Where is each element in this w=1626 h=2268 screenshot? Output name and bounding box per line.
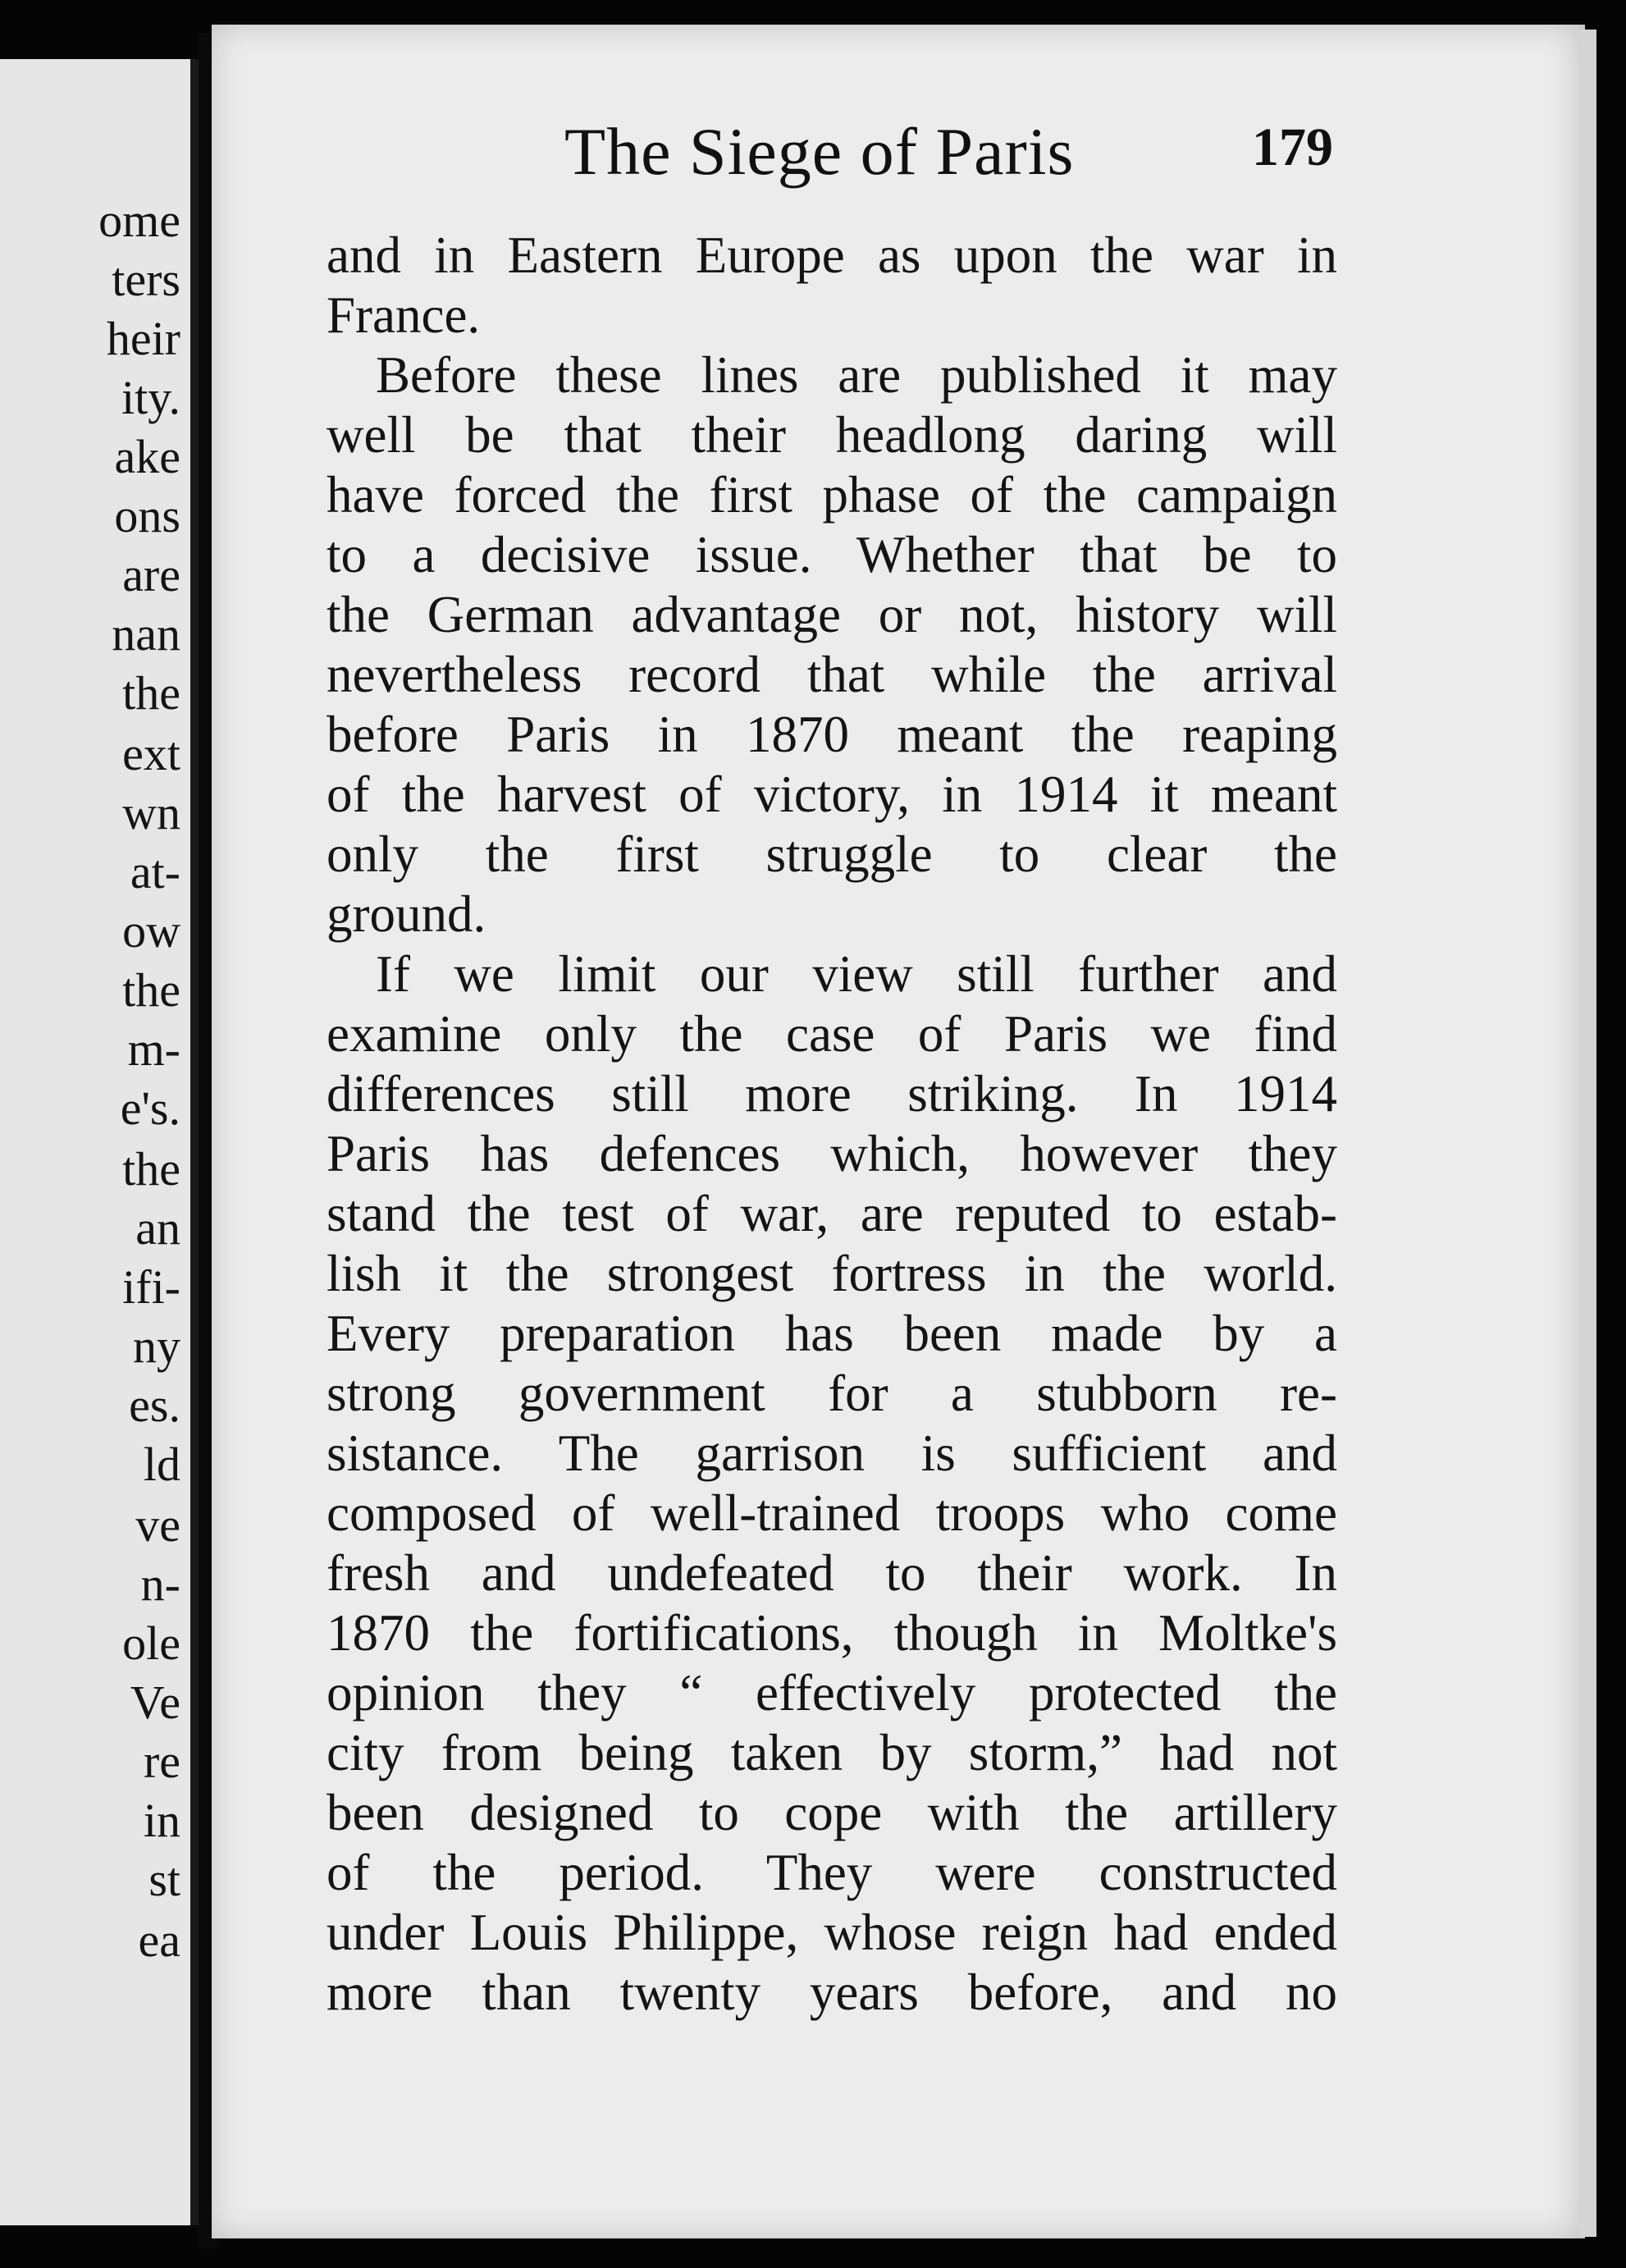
text-line: more than twenty years before, and no [327, 1964, 1337, 2021]
left-page-line: heir [106, 312, 180, 365]
text-line: been designed to cope with the artillery [327, 1784, 1337, 1841]
text-line: Before these lines are published it may [376, 346, 1337, 404]
text-line: ground. [327, 885, 486, 943]
left-page-line: n- [140, 1557, 180, 1611]
left-page-line: es. [129, 1379, 180, 1432]
previous-page-fragment [0, 59, 199, 2225]
text-line: Paris has defences which, however they [327, 1125, 1337, 1182]
text-line: France. [327, 286, 481, 344]
left-page-line: ake [114, 430, 180, 483]
text-line: fresh and undefeated to their work. In [327, 1544, 1337, 1602]
left-page-line: the [122, 1142, 180, 1196]
left-page-line: wn [122, 786, 180, 839]
left-page-line: an [135, 1201, 180, 1255]
text-line: of the period. They were constructed [327, 1844, 1337, 1901]
text-line: under Louis Philippe, whose reign had ended [327, 1904, 1337, 1961]
left-page-line: ve [135, 1498, 180, 1552]
left-page-line: the [122, 963, 180, 1017]
text-line: nevertheless record that while the arrival [327, 646, 1337, 703]
left-page-line: ow [122, 904, 180, 958]
text-line: composed of well-trained troops who come [327, 1484, 1337, 1542]
left-page-line: in [143, 1794, 180, 1847]
page-edge [1578, 30, 1596, 2237]
left-page-line: st [148, 1853, 180, 1906]
page-number: 179 [1252, 117, 1333, 177]
left-page-line: ole [122, 1616, 180, 1670]
left-page-line: ny [133, 1319, 180, 1373]
text-line: strong government for a stubborn re- [327, 1365, 1337, 1422]
text-line: well be that their headlong daring will [327, 406, 1337, 464]
text-line: city from being taken by storm,” had not [327, 1724, 1337, 1781]
text-line: 1870 the fortifications, though in Moltke's [327, 1604, 1337, 1662]
left-page-line: the [122, 666, 180, 720]
left-page-line: ld [143, 1438, 180, 1491]
text-line: sistance. The garrison is sufficient and [327, 1424, 1337, 1482]
left-page-line: are [122, 548, 180, 601]
left-page-line: nan [112, 607, 180, 661]
text-line: If we limit our view still further and [376, 945, 1337, 1003]
left-page-line: ifi- [122, 1260, 180, 1314]
text-line: differences still more striking. In 1914 [327, 1065, 1337, 1123]
page-header [361, 113, 1345, 203]
left-page-line: e's. [120, 1081, 180, 1135]
running-title: The Siege of Paris [564, 114, 1075, 189]
left-page-line: ters [112, 253, 180, 306]
left-page-line: at- [130, 845, 180, 899]
left-page-line: ea [138, 1914, 180, 1967]
left-page-line: ity. [121, 371, 180, 424]
text-line: lish it the strongest fortress in the world. [327, 1245, 1337, 1302]
left-page-line: re [143, 1735, 180, 1788]
left-page-line: m- [127, 1022, 180, 1076]
text-line: Every preparation has been made by a [327, 1305, 1337, 1362]
text-line: stand the test of war, are reputed to estab- [327, 1185, 1337, 1242]
text-line: and in Eastern Europe as upon the war in [327, 226, 1337, 284]
left-page-line: ext [122, 727, 180, 780]
text-line: of the harvest of victory, in 1914 it meant [327, 766, 1337, 823]
text-line: examine only the case of Paris we find [327, 1005, 1337, 1063]
text-line: have forced the first phase of the campaign [327, 466, 1337, 524]
text-line: only the first struggle to clear the [327, 825, 1337, 883]
text-line: the German advantage or not, history will [327, 586, 1337, 643]
text-line: opinion they “ effectively protected the [327, 1664, 1337, 1722]
left-page-line: ome [98, 194, 180, 247]
text-line: before Paris in 1870 meant the reaping [327, 706, 1337, 763]
left-page-line: Ve [130, 1676, 180, 1729]
left-page-line: ons [114, 489, 180, 542]
text-line: to a decisive issue. Whether that be to [327, 526, 1337, 583]
